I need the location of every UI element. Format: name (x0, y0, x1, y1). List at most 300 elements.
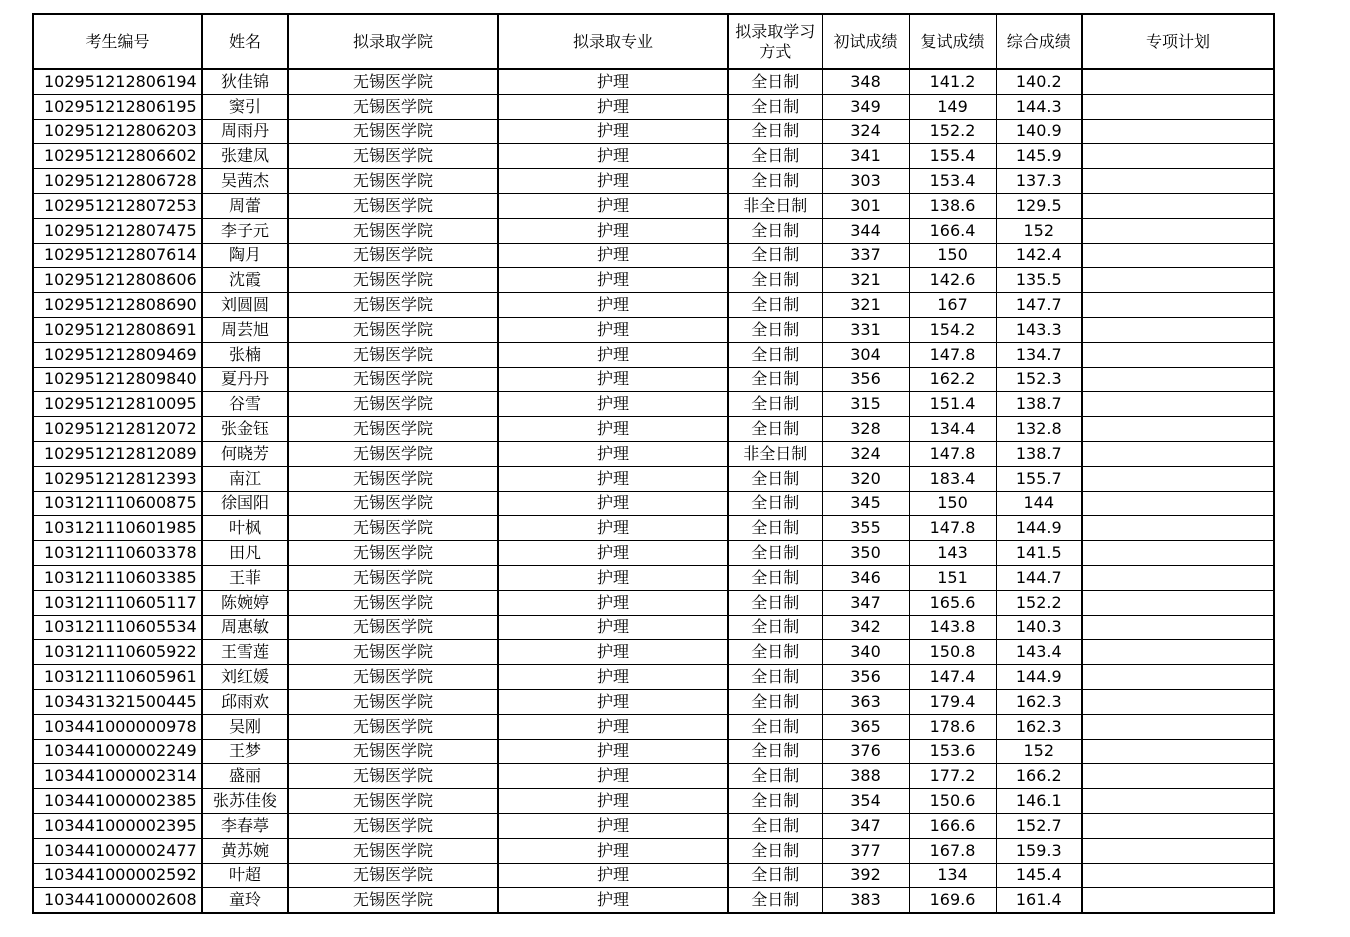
cell-study-mode: 全日制 (728, 417, 822, 442)
cell-college: 无锡医学院 (288, 293, 498, 318)
header-row (33, 14, 1274, 69)
header-total-score: 综合成绩 (996, 14, 1082, 69)
cell-name: 田凡 (202, 541, 288, 566)
cell-retest-score: 151 (909, 565, 996, 590)
cell-retest-score: 153.6 (909, 739, 996, 764)
cell-name: 夏丹丹 (202, 367, 288, 392)
cell-retest-score: 150.6 (909, 789, 996, 814)
cell-special-plan (1082, 193, 1274, 218)
table-row (33, 541, 1274, 566)
cell-name: 周惠敏 (202, 615, 288, 640)
table-header (33, 14, 1274, 69)
cell-study-mode: 全日制 (728, 94, 822, 119)
cell-retest-score: 150.8 (909, 640, 996, 665)
cell-initial-score: 321 (822, 268, 909, 293)
cell-name: 周雨丹 (202, 119, 288, 144)
cell-initial-score: 303 (822, 169, 909, 194)
cell-candidate-id: 103441000002592 (33, 863, 202, 888)
cell-special-plan (1082, 392, 1274, 417)
cell-total-score: 152.2 (996, 590, 1082, 615)
cell-name: 吴茜杰 (202, 169, 288, 194)
cell-candidate-id: 102951212809840 (33, 367, 202, 392)
cell-retest-score: 177.2 (909, 764, 996, 789)
cell-special-plan (1082, 640, 1274, 665)
cell-college: 无锡医学院 (288, 367, 498, 392)
cell-major: 护理 (498, 516, 728, 541)
cell-study-mode: 全日制 (728, 392, 822, 417)
cell-study-mode: 全日制 (728, 590, 822, 615)
cell-major: 护理 (498, 863, 728, 888)
cell-candidate-id: 103121110605534 (33, 615, 202, 640)
cell-candidate-id: 103121110600875 (33, 491, 202, 516)
cell-name: 吴刚 (202, 714, 288, 739)
cell-major: 护理 (498, 590, 728, 615)
table-row (33, 69, 1274, 94)
cell-candidate-id: 103121110601985 (33, 516, 202, 541)
cell-initial-score: 345 (822, 491, 909, 516)
cell-name: 周芸旭 (202, 317, 288, 342)
cell-special-plan (1082, 888, 1274, 913)
cell-name: 叶枫 (202, 516, 288, 541)
cell-major: 护理 (498, 317, 728, 342)
cell-major: 护理 (498, 243, 728, 268)
cell-retest-score: 150 (909, 243, 996, 268)
table-row (33, 789, 1274, 814)
table-row (33, 441, 1274, 466)
header-candidate-id: 考生编号 (33, 14, 202, 69)
cell-initial-score: 324 (822, 441, 909, 466)
table-row (33, 491, 1274, 516)
cell-initial-score: 355 (822, 516, 909, 541)
cell-major: 护理 (498, 293, 728, 318)
cell-candidate-id: 102951212812072 (33, 417, 202, 442)
cell-college: 无锡医学院 (288, 640, 498, 665)
cell-total-score: 143.4 (996, 640, 1082, 665)
cell-total-score: 140.9 (996, 119, 1082, 144)
cell-major: 护理 (498, 739, 728, 764)
table-row (33, 193, 1274, 218)
cell-special-plan (1082, 739, 1274, 764)
cell-college: 无锡医学院 (288, 888, 498, 913)
cell-retest-score: 179.4 (909, 689, 996, 714)
cell-name: 沈霞 (202, 268, 288, 293)
cell-total-score: 161.4 (996, 888, 1082, 913)
cell-study-mode: 全日制 (728, 838, 822, 863)
cell-candidate-id: 103441000002249 (33, 739, 202, 764)
cell-study-mode: 全日制 (728, 541, 822, 566)
cell-total-score: 144.9 (996, 665, 1082, 690)
cell-total-score: 162.3 (996, 689, 1082, 714)
cell-initial-score: 349 (822, 94, 909, 119)
cell-study-mode: 全日制 (728, 615, 822, 640)
cell-total-score: 147.7 (996, 293, 1082, 318)
table-row (33, 665, 1274, 690)
header-special-plan: 专项计划 (1082, 14, 1274, 69)
cell-study-mode: 全日制 (728, 69, 822, 94)
cell-candidate-id: 102951212808690 (33, 293, 202, 318)
cell-total-score: 159.3 (996, 838, 1082, 863)
cell-college: 无锡医学院 (288, 863, 498, 888)
cell-total-score: 142.4 (996, 243, 1082, 268)
cell-college: 无锡医学院 (288, 243, 498, 268)
cell-name: 周蕾 (202, 193, 288, 218)
cell-retest-score: 143 (909, 541, 996, 566)
cell-name: 徐国阳 (202, 491, 288, 516)
cell-initial-score: 341 (822, 144, 909, 169)
table-row (33, 888, 1274, 913)
cell-special-plan (1082, 838, 1274, 863)
header-major: 拟录取专业 (498, 14, 728, 69)
cell-college: 无锡医学院 (288, 739, 498, 764)
cell-candidate-id: 103441000000978 (33, 714, 202, 739)
cell-total-score: 132.8 (996, 417, 1082, 442)
cell-college: 无锡医学院 (288, 392, 498, 417)
cell-total-score: 141.5 (996, 541, 1082, 566)
cell-college: 无锡医学院 (288, 789, 498, 814)
cell-initial-score: 365 (822, 714, 909, 739)
cell-total-score: 134.7 (996, 342, 1082, 367)
cell-major: 护理 (498, 441, 728, 466)
table-body (33, 69, 1274, 913)
admission-table (32, 13, 1275, 914)
cell-candidate-id: 102951212806602 (33, 144, 202, 169)
cell-special-plan (1082, 169, 1274, 194)
cell-total-score: 138.7 (996, 441, 1082, 466)
cell-candidate-id: 103121110605922 (33, 640, 202, 665)
cell-major: 护理 (498, 169, 728, 194)
cell-study-mode: 全日制 (728, 491, 822, 516)
cell-total-score: 144 (996, 491, 1082, 516)
cell-college: 无锡医学院 (288, 714, 498, 739)
cell-candidate-id: 102951212809469 (33, 342, 202, 367)
cell-retest-score: 183.4 (909, 466, 996, 491)
cell-retest-score: 150 (909, 491, 996, 516)
cell-major: 护理 (498, 392, 728, 417)
cell-study-mode: 全日制 (728, 789, 822, 814)
cell-name: 王菲 (202, 565, 288, 590)
cell-total-score: 145.4 (996, 863, 1082, 888)
cell-major: 护理 (498, 764, 728, 789)
cell-study-mode: 全日制 (728, 888, 822, 913)
cell-special-plan (1082, 689, 1274, 714)
cell-retest-score: 138.6 (909, 193, 996, 218)
cell-candidate-id: 103121110603385 (33, 565, 202, 590)
cell-candidate-id: 103121110605961 (33, 665, 202, 690)
table-row (33, 714, 1274, 739)
cell-candidate-id: 102951212807253 (33, 193, 202, 218)
cell-special-plan (1082, 342, 1274, 367)
cell-retest-score: 153.4 (909, 169, 996, 194)
table-row (33, 466, 1274, 491)
cell-retest-score: 178.6 (909, 714, 996, 739)
cell-initial-score: 346 (822, 565, 909, 590)
cell-name: 陶月 (202, 243, 288, 268)
table-row (33, 317, 1274, 342)
cell-study-mode: 非全日制 (728, 193, 822, 218)
cell-total-score: 152 (996, 739, 1082, 764)
header-name: 姓名 (202, 14, 288, 69)
header-college: 拟录取学院 (288, 14, 498, 69)
cell-college: 无锡医学院 (288, 516, 498, 541)
cell-name: 张金钰 (202, 417, 288, 442)
cell-special-plan (1082, 565, 1274, 590)
cell-major: 护理 (498, 218, 728, 243)
table-row (33, 863, 1274, 888)
cell-initial-score: 304 (822, 342, 909, 367)
cell-retest-score: 166.6 (909, 813, 996, 838)
cell-total-score: 138.7 (996, 392, 1082, 417)
cell-name: 陈婉婷 (202, 590, 288, 615)
cell-study-mode: 全日制 (728, 689, 822, 714)
table-row (33, 94, 1274, 119)
cell-study-mode: 全日制 (728, 119, 822, 144)
cell-study-mode: 全日制 (728, 169, 822, 194)
cell-retest-score: 167.8 (909, 838, 996, 863)
table-row (33, 417, 1274, 442)
cell-total-score: 144.7 (996, 565, 1082, 590)
table-row (33, 293, 1274, 318)
table-row (33, 764, 1274, 789)
cell-college: 无锡医学院 (288, 193, 498, 218)
table-row (33, 739, 1274, 764)
cell-retest-score: 142.6 (909, 268, 996, 293)
cell-special-plan (1082, 317, 1274, 342)
cell-college: 无锡医学院 (288, 615, 498, 640)
cell-candidate-id: 103431321500445 (33, 689, 202, 714)
cell-retest-score: 155.4 (909, 144, 996, 169)
cell-initial-score: 321 (822, 293, 909, 318)
cell-special-plan (1082, 69, 1274, 94)
cell-candidate-id: 102951212812089 (33, 441, 202, 466)
cell-initial-score: 388 (822, 764, 909, 789)
cell-special-plan (1082, 789, 1274, 814)
cell-college: 无锡医学院 (288, 441, 498, 466)
cell-name: 狄佳锦 (202, 69, 288, 94)
cell-retest-score: 151.4 (909, 392, 996, 417)
cell-name: 谷雪 (202, 392, 288, 417)
cell-initial-score: 331 (822, 317, 909, 342)
cell-total-score: 152 (996, 218, 1082, 243)
cell-major: 护理 (498, 838, 728, 863)
cell-candidate-id: 103441000002385 (33, 789, 202, 814)
cell-name: 黄苏婉 (202, 838, 288, 863)
cell-college: 无锡医学院 (288, 144, 498, 169)
cell-name: 李春葶 (202, 813, 288, 838)
cell-special-plan (1082, 590, 1274, 615)
cell-name: 童玲 (202, 888, 288, 913)
cell-college: 无锡医学院 (288, 491, 498, 516)
cell-major: 护理 (498, 714, 728, 739)
cell-initial-score: 348 (822, 69, 909, 94)
cell-total-score: 166.2 (996, 764, 1082, 789)
table-row (33, 169, 1274, 194)
cell-study-mode: 全日制 (728, 714, 822, 739)
cell-name: 窦引 (202, 94, 288, 119)
cell-major: 护理 (498, 342, 728, 367)
cell-major: 护理 (498, 665, 728, 690)
cell-name: 李子元 (202, 218, 288, 243)
cell-special-plan (1082, 367, 1274, 392)
cell-candidate-id: 103441000002608 (33, 888, 202, 913)
cell-major: 护理 (498, 466, 728, 491)
cell-special-plan (1082, 466, 1274, 491)
cell-initial-score: 324 (822, 119, 909, 144)
cell-study-mode: 全日制 (728, 764, 822, 789)
cell-special-plan (1082, 813, 1274, 838)
cell-study-mode: 全日制 (728, 739, 822, 764)
table-row (33, 268, 1274, 293)
cell-special-plan (1082, 516, 1274, 541)
cell-study-mode: 全日制 (728, 367, 822, 392)
cell-initial-score: 363 (822, 689, 909, 714)
cell-major: 护理 (498, 69, 728, 94)
cell-major: 护理 (498, 789, 728, 814)
cell-study-mode: 全日制 (728, 268, 822, 293)
cell-retest-score: 134.4 (909, 417, 996, 442)
cell-study-mode: 全日制 (728, 565, 822, 590)
cell-initial-score: 356 (822, 665, 909, 690)
cell-initial-score: 315 (822, 392, 909, 417)
cell-name: 王梦 (202, 739, 288, 764)
cell-name: 南江 (202, 466, 288, 491)
cell-candidate-id: 102951212812393 (33, 466, 202, 491)
table-row (33, 590, 1274, 615)
cell-retest-score: 141.2 (909, 69, 996, 94)
cell-candidate-id: 103441000002477 (33, 838, 202, 863)
cell-total-score: 129.5 (996, 193, 1082, 218)
cell-candidate-id: 102951212806203 (33, 119, 202, 144)
cell-study-mode: 全日制 (728, 863, 822, 888)
cell-total-score: 140.2 (996, 69, 1082, 94)
cell-college: 无锡医学院 (288, 417, 498, 442)
cell-study-mode: 全日制 (728, 218, 822, 243)
cell-total-score: 146.1 (996, 789, 1082, 814)
table-row (33, 615, 1274, 640)
cell-special-plan (1082, 119, 1274, 144)
cell-retest-score: 147.8 (909, 516, 996, 541)
cell-study-mode: 全日制 (728, 293, 822, 318)
cell-name: 叶超 (202, 863, 288, 888)
cell-candidate-id: 102951212810095 (33, 392, 202, 417)
table-row (33, 367, 1274, 392)
cell-retest-score: 167 (909, 293, 996, 318)
cell-initial-score: 377 (822, 838, 909, 863)
cell-initial-score: 350 (822, 541, 909, 566)
cell-special-plan (1082, 441, 1274, 466)
cell-special-plan (1082, 491, 1274, 516)
cell-study-mode: 全日制 (728, 342, 822, 367)
cell-name: 王雪莲 (202, 640, 288, 665)
cell-special-plan (1082, 615, 1274, 640)
cell-candidate-id: 102951212806195 (33, 94, 202, 119)
cell-college: 无锡医学院 (288, 342, 498, 367)
cell-total-score: 152.3 (996, 367, 1082, 392)
cell-special-plan (1082, 665, 1274, 690)
table-row (33, 392, 1274, 417)
cell-major: 护理 (498, 491, 728, 516)
cell-college: 无锡医学院 (288, 268, 498, 293)
cell-special-plan (1082, 417, 1274, 442)
cell-candidate-id: 102951212808691 (33, 317, 202, 342)
cell-major: 护理 (498, 144, 728, 169)
cell-college: 无锡医学院 (288, 590, 498, 615)
table-row (33, 516, 1274, 541)
cell-initial-score: 383 (822, 888, 909, 913)
cell-college: 无锡医学院 (288, 94, 498, 119)
cell-study-mode: 全日制 (728, 813, 822, 838)
cell-name: 张建凤 (202, 144, 288, 169)
cell-retest-score: 162.2 (909, 367, 996, 392)
cell-candidate-id: 102951212806728 (33, 169, 202, 194)
cell-special-plan (1082, 293, 1274, 318)
cell-college: 无锡医学院 (288, 813, 498, 838)
cell-college: 无锡医学院 (288, 665, 498, 690)
cell-major: 护理 (498, 94, 728, 119)
cell-study-mode: 全日制 (728, 640, 822, 665)
cell-total-score: 155.7 (996, 466, 1082, 491)
cell-initial-score: 340 (822, 640, 909, 665)
cell-special-plan (1082, 218, 1274, 243)
cell-major: 护理 (498, 615, 728, 640)
cell-college: 无锡医学院 (288, 838, 498, 863)
cell-initial-score: 328 (822, 417, 909, 442)
cell-study-mode: 全日制 (728, 317, 822, 342)
table-row (33, 218, 1274, 243)
cell-major: 护理 (498, 888, 728, 913)
cell-name: 盛丽 (202, 764, 288, 789)
cell-candidate-id: 102951212807475 (33, 218, 202, 243)
cell-initial-score: 354 (822, 789, 909, 814)
cell-college: 无锡医学院 (288, 689, 498, 714)
cell-total-score: 152.7 (996, 813, 1082, 838)
cell-retest-score: 147.8 (909, 342, 996, 367)
table-row (33, 813, 1274, 838)
cell-retest-score: 149 (909, 94, 996, 119)
table-row (33, 342, 1274, 367)
cell-total-score: 137.3 (996, 169, 1082, 194)
table-row (33, 119, 1274, 144)
cell-major: 护理 (498, 813, 728, 838)
header-study-mode: 拟录取学习方式 (728, 14, 822, 69)
cell-name: 何晓芳 (202, 441, 288, 466)
table-row (33, 565, 1274, 590)
cell-special-plan (1082, 144, 1274, 169)
cell-initial-score: 320 (822, 466, 909, 491)
cell-retest-score: 169.6 (909, 888, 996, 913)
cell-total-score: 144.9 (996, 516, 1082, 541)
header-retest-score: 复试成绩 (909, 14, 996, 69)
cell-initial-score: 392 (822, 863, 909, 888)
table-row (33, 144, 1274, 169)
cell-initial-score: 347 (822, 590, 909, 615)
cell-study-mode: 非全日制 (728, 441, 822, 466)
cell-initial-score: 356 (822, 367, 909, 392)
cell-college: 无锡医学院 (288, 119, 498, 144)
cell-name: 张苏佳俊 (202, 789, 288, 814)
cell-initial-score: 376 (822, 739, 909, 764)
cell-major: 护理 (498, 565, 728, 590)
cell-candidate-id: 102951212807614 (33, 243, 202, 268)
cell-candidate-id: 103441000002395 (33, 813, 202, 838)
cell-retest-score: 134 (909, 863, 996, 888)
table-row (33, 640, 1274, 665)
cell-major: 护理 (498, 193, 728, 218)
cell-college: 无锡医学院 (288, 541, 498, 566)
cell-total-score: 140.3 (996, 615, 1082, 640)
cell-initial-score: 342 (822, 615, 909, 640)
cell-retest-score: 152.2 (909, 119, 996, 144)
cell-study-mode: 全日制 (728, 516, 822, 541)
